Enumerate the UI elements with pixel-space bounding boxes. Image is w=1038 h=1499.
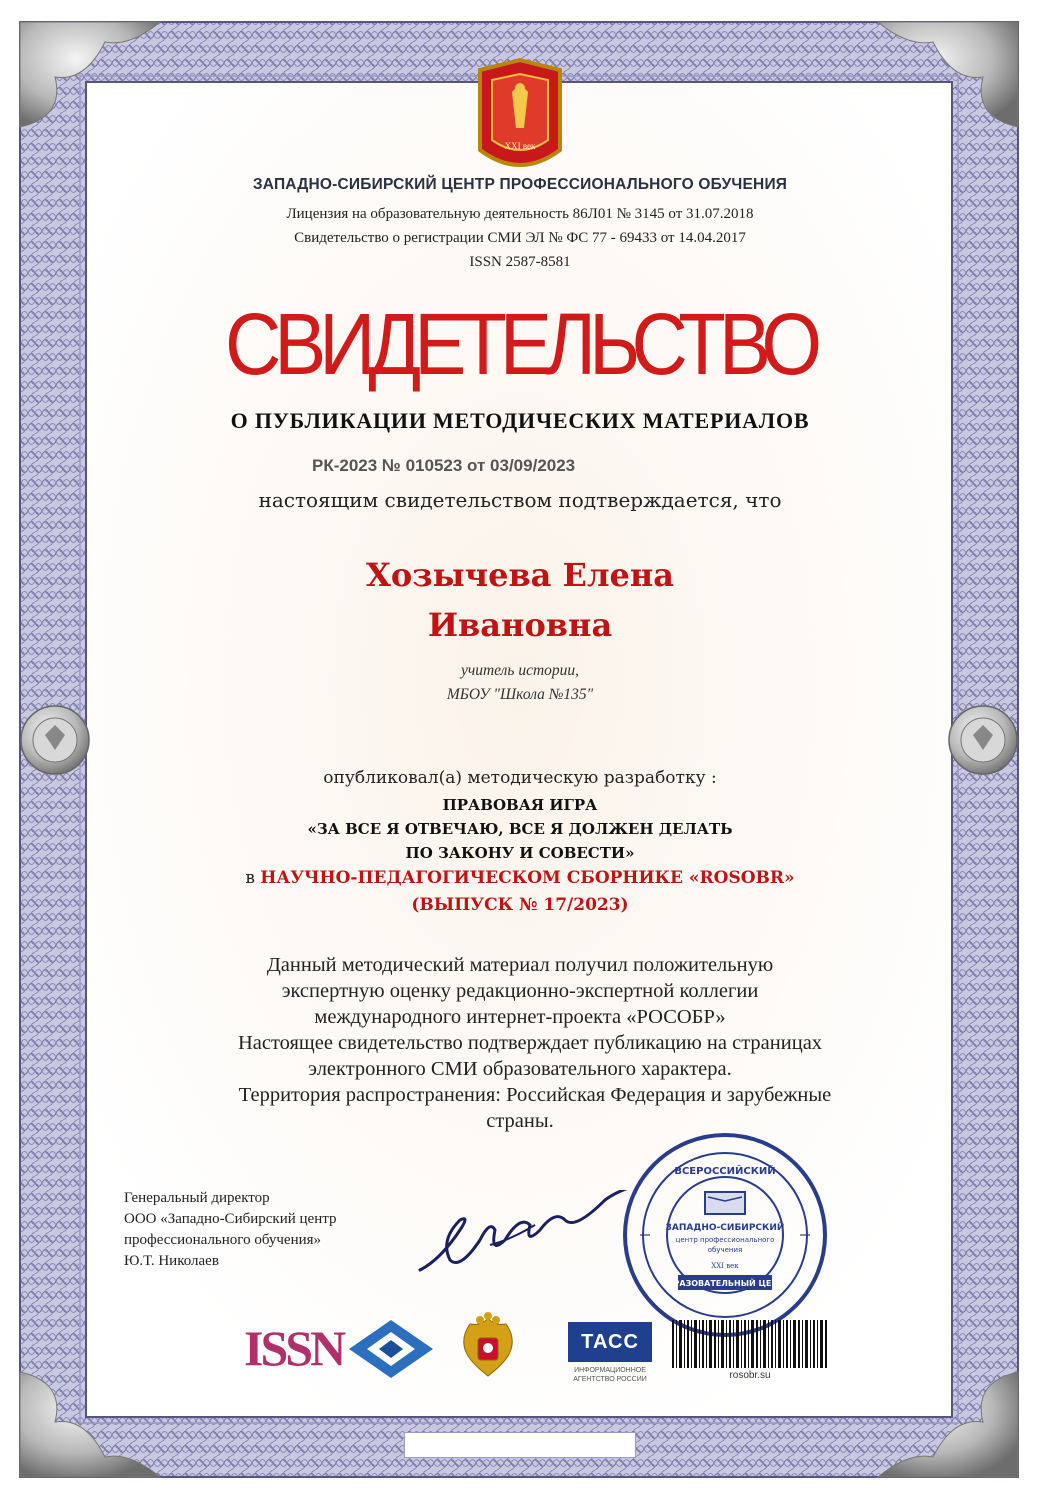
tass-subtitle: ИНФОРМАЦИОННОЕ АГЕНТСТВО РОССИИ <box>573 1367 647 1383</box>
recipient-school: МБОУ "Школа №135" <box>446 686 594 703</box>
description-line2: экспертную оценку редакционно-экспертной коллегии <box>281 980 759 1002</box>
collection-prefix: в <box>245 868 255 888</box>
certificate-number: РК-2023 № 010523 от 03/09/2023 <box>312 456 576 475</box>
roskomnadzor-logo <box>345 1318 437 1380</box>
tass-logo: ТАСС <box>568 1322 652 1362</box>
bottom-plate <box>404 1432 636 1458</box>
certificate-title: СВИДЕТЕЛЬСТВО <box>224 294 816 393</box>
signatory-name: Ю.Т. Николаев <box>124 1253 219 1269</box>
work-title-line3: ПО ЗАКОНУ И СОВЕСТИ» <box>405 844 635 862</box>
work-title-line1: ПРАВОВАЯ ИГРА <box>442 796 598 814</box>
media-registration-line: Свидетельство о регистрации СМИ ЭЛ № ФС 77 - 69433 от 14.04.2017 <box>294 230 746 246</box>
description-line5: электронного СМИ образовательного характера. <box>308 1058 732 1080</box>
stamp-center-line1: ЗАПАДНО-СИБИРСКИЙ <box>665 1223 785 1233</box>
org-name: ЗАПАДНО-СИБИРСКИЙ ЦЕНТР ПРОФЕССИОНАЛЬНОГО ОБУЧЕНИЯ <box>252 176 788 193</box>
issn-logo: ISSN <box>244 1320 344 1376</box>
certificate-subtitle: О ПУБЛИКАЦИИ МЕТОДИЧЕСКИХ МАТЕРИАЛОВ <box>230 408 810 433</box>
signatory-org-line1: ООО «Западно-Сибирский центр <box>124 1211 337 1227</box>
emblem-caption: XXI век <box>504 141 536 151</box>
recipient-position: учитель истории, <box>460 662 580 679</box>
description-line3: международного интернет-проекта «РОСОБР» <box>314 1006 726 1028</box>
stamp-center-line2: центр профессионального <box>675 1236 775 1244</box>
signatory-org-line2: профессионального обучения» <box>124 1232 322 1248</box>
signatory-block <box>124 1188 336 1272</box>
description-line6: Территория распространения: Российская Федерация и зарубежные <box>238 1084 832 1106</box>
stamp-xxi: XXI век <box>711 1262 739 1270</box>
collection-name: НАУЧНО-ПЕДАГОГИЧЕСКОМ СБОРНИКЕ «ROSOBR» <box>260 868 795 888</box>
description-line1: Данный методический материал получил положительную <box>266 954 774 976</box>
description-line7: страны. <box>486 1110 554 1132</box>
work-title-line2: «ЗА ВСЕ Я ОТВЕЧАЮ, ВСЕ Я ДОЛЖЕН ДЕЛАТЬ <box>307 820 733 838</box>
license-line: Лицензия на образовательную деятельность 86Л01 № 3145 от 31.07.2018 <box>286 206 754 222</box>
issue-number: (ВЫПУСК № 17/2023) <box>411 895 629 915</box>
published-text: опубликовал(а) методическую разработку : <box>323 768 717 788</box>
official-stamp <box>620 1130 830 1340</box>
barcode-image <box>672 1320 828 1368</box>
recipient-name-line2: Ивановна <box>427 606 613 644</box>
collection-line <box>100 868 940 888</box>
stamp-center-line3: обучения <box>707 1246 743 1254</box>
site-url: rosobr.su <box>729 1370 771 1381</box>
stamp-bottom-band: ОБРАЗОВАТЕЛЬНЫЙ ЦЕНТР <box>660 1279 790 1288</box>
recipient-name-line1: Хозычева Елена <box>365 556 675 594</box>
signatory-title: Генеральный директор <box>124 1190 270 1206</box>
confirm-text: настоящим свидетельством подтверждается, что <box>258 488 782 512</box>
russian-coat-of-arms-icon <box>452 1312 524 1384</box>
description-line4: Настоящее свидетельство подтверждает публикацию на страницах <box>237 1032 823 1054</box>
stamp-top-word: ВСЕРОССИЙСКИЙ <box>674 1166 776 1177</box>
issn-line: ISSN 2587-8581 <box>469 254 571 270</box>
